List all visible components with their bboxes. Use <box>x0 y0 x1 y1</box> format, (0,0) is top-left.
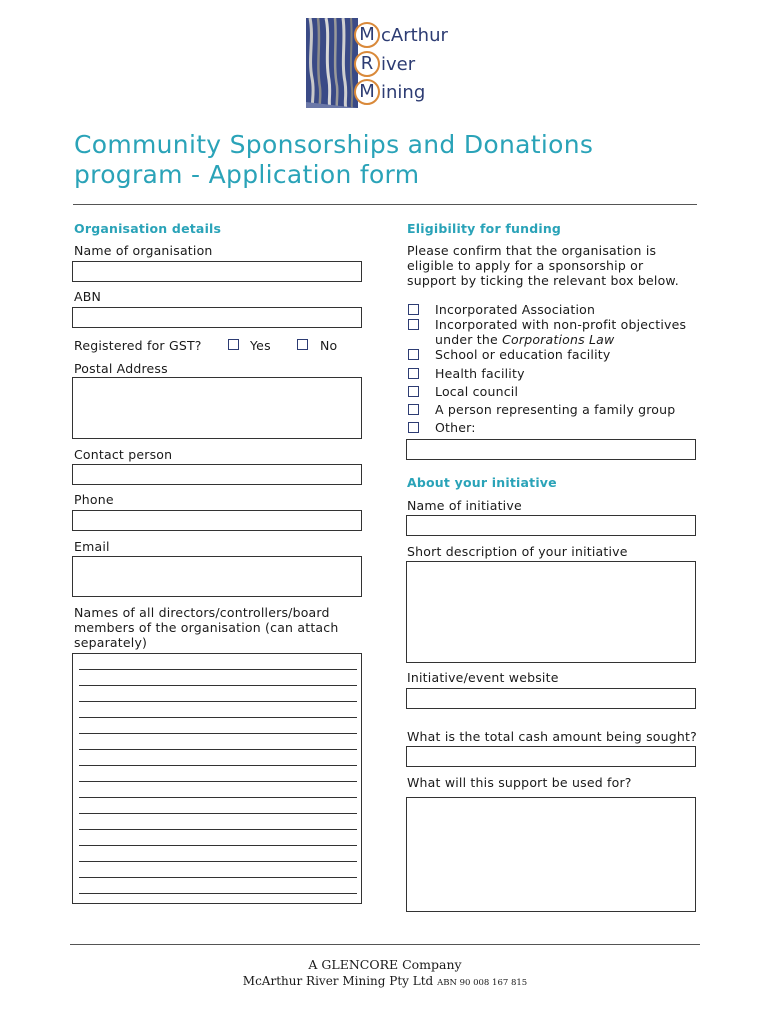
eligibility-heading: Eligibility for funding <box>407 221 562 236</box>
phone-field[interactable] <box>72 510 362 531</box>
health-facility-label: Health facility <box>435 366 525 381</box>
title-divider <box>73 204 697 205</box>
phone-label: Phone <box>74 492 114 507</box>
incorporated-association-label: Incorporated Association <box>435 302 596 317</box>
footer-company <box>0 974 770 988</box>
directors-label-line1: Names of all directors/controllers/board <box>74 605 330 620</box>
logo-row-river <box>354 51 415 77</box>
contact-person-field[interactable] <box>72 464 362 485</box>
directors-line <box>79 813 357 814</box>
initiative-name-field[interactable] <box>406 515 696 536</box>
gst-label: Registered for GST? <box>74 338 202 353</box>
directors-line <box>79 829 357 830</box>
directors-line <box>79 781 357 782</box>
cash-amount-field[interactable] <box>406 746 696 767</box>
organisation-name-field[interactable] <box>72 261 362 282</box>
directors-label-line2: members of the organisation (can attach <box>74 620 339 635</box>
support-use-field[interactable] <box>406 797 696 912</box>
abn-label: ABN <box>74 289 102 304</box>
logo-mark-icon <box>306 18 358 108</box>
gst-no-checkbox[interactable] <box>297 339 308 350</box>
family-group-label: A person representing a family group <box>435 402 676 417</box>
footer-glencore: A GLENCORE Company <box>308 957 462 972</box>
footer-abn: ABN 90 008 167 815 <box>437 978 528 988</box>
page-title-line1: Community Sponsorships and Donations <box>74 130 594 159</box>
page-title <box>74 130 694 190</box>
directors-line <box>79 717 357 718</box>
initiative-website-field[interactable] <box>406 688 696 709</box>
initiative-name-label: Name of initiative <box>407 498 522 513</box>
logo-initial: R <box>354 51 380 77</box>
logo-word: cArthur <box>381 24 448 46</box>
directors-field[interactable] <box>72 653 362 904</box>
abn-field[interactable] <box>72 307 362 328</box>
other-field[interactable] <box>406 439 696 460</box>
gst-no-label: No <box>320 338 338 353</box>
directors-line <box>79 669 357 670</box>
page-title-line2: program - Application form <box>74 160 420 189</box>
directors-line <box>79 701 357 702</box>
directors-line <box>79 685 357 686</box>
corporations-law-text: Corporations Law <box>502 332 615 347</box>
nonprofit-prefix: under the <box>435 332 503 347</box>
directors-line <box>79 749 357 750</box>
initiative-description-label: Short description of your initiative <box>407 544 628 559</box>
nonprofit-checkbox[interactable] <box>408 319 419 330</box>
logo-initial: M <box>354 79 380 105</box>
other-checkbox[interactable] <box>408 422 419 433</box>
support-use-label: What will this support be used for? <box>407 775 632 790</box>
email-label: Email <box>74 539 110 554</box>
footer-company-name: McArthur River Mining Pty Ltd <box>242 974 434 988</box>
contact-person-label: Contact person <box>74 447 173 462</box>
initiative-heading: About your initiative <box>407 475 557 490</box>
logo-word: ining <box>381 81 426 103</box>
logo-initial: M <box>354 22 380 48</box>
eligibility-intro-line1: Please confirm that the organisation is <box>407 243 657 258</box>
directors-line <box>79 733 357 734</box>
organisation-name-label: Name of organisation <box>74 243 213 258</box>
family-group-checkbox[interactable] <box>408 404 419 415</box>
footer-divider <box>70 944 700 945</box>
local-council-label: Local council <box>435 384 519 399</box>
organisation-details-heading: Organisation details <box>74 221 222 236</box>
gst-yes-label: Yes <box>250 338 271 353</box>
directors-line <box>79 845 357 846</box>
directors-line <box>79 861 357 862</box>
logo-row-mcarthur <box>354 22 448 48</box>
initiative-description-field[interactable] <box>406 561 696 663</box>
cash-amount-label: What is the total cash amount being sought? <box>407 729 697 744</box>
directors-line <box>79 797 357 798</box>
logo-word: iver <box>381 53 416 75</box>
other-label: Other: <box>435 420 476 435</box>
local-council-checkbox[interactable] <box>408 386 419 397</box>
eligibility-intro-line3: support by ticking the relevant box below. <box>407 273 679 288</box>
postal-address-label: Postal Address <box>74 361 168 376</box>
directors-line <box>79 893 357 894</box>
school-label: School or education facility <box>435 347 611 362</box>
nonprofit-label-line2 <box>435 332 614 347</box>
eligibility-intro-line2: eligible to apply for a sponsorship or <box>407 258 644 273</box>
school-checkbox[interactable] <box>408 349 419 360</box>
health-facility-checkbox[interactable] <box>408 368 419 379</box>
directors-line <box>79 877 357 878</box>
directors-label-line3: separately) <box>74 635 148 650</box>
incorporated-association-checkbox[interactable] <box>408 304 419 315</box>
logo-row-mining <box>354 79 425 105</box>
initiative-website-label: Initiative/event website <box>407 670 559 685</box>
directors-line <box>79 765 357 766</box>
email-field[interactable] <box>72 556 362 597</box>
nonprofit-label-line1: Incorporated with non-profit objectives <box>435 317 687 332</box>
postal-address-field[interactable] <box>72 377 362 439</box>
company-logo <box>306 18 476 110</box>
gst-yes-checkbox[interactable] <box>228 339 239 350</box>
